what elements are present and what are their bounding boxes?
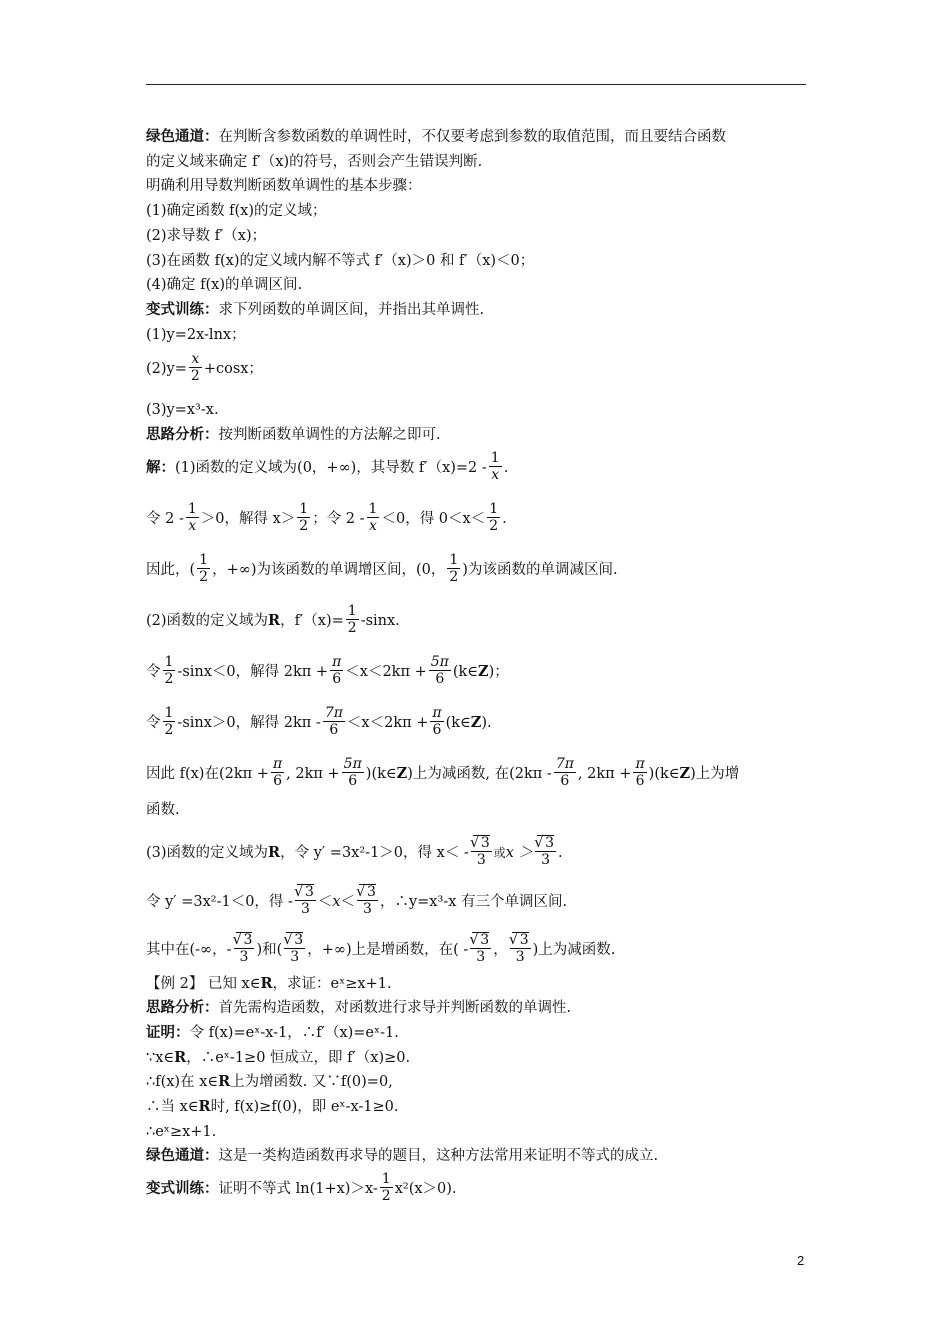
fraction: $\frac{7\pi}{6}$: [555, 756, 574, 790]
green-channel-2: 绿色通道：这是一类构造函数再求导的题目，这种方法常用来证明不等式的成立.: [146, 1147, 659, 1164]
fraction: $\frac{1}{2}$: [164, 654, 174, 688]
fraction: $\frac{\pi}{6}$: [332, 654, 342, 688]
solution-1-derivative: 解：(1)函数的定义域为(0，+∞)，其导数 f′（x)=2 - $\frac{1}{x}$ .: [146, 450, 509, 484]
fraction: $\frac{5\pi}{6}$: [343, 756, 362, 790]
question-2: (2)y= $\frac{x}{2}$ +cosx；: [146, 351, 263, 385]
fraction: √ $\frac{3}{3}$: [470, 932, 491, 966]
variant-training-2: 变式训练：证明不等式 ln(1+x)＞x- $\frac{1}{2}$ x²(x＞0).: [146, 1171, 457, 1205]
thinking-analysis-2: 思路分析：首先需构造函数，对函数进行求导并判断函数的单调性.: [146, 999, 572, 1016]
solution-1-inequalities: 令 2 - $\frac{1}{x}$ ＞0，解得 x＞ $\frac{1}{2}$ ；令 2 - $\frac{1}{x}$ ＜0，得 0＜x＜ $\frac{1}{2}$ .: [146, 501, 507, 535]
fraction: $\frac{\pi}{6}$: [635, 756, 645, 790]
proof-line-1: 证明：令 f(x)=eˣ-x-1，∴f′（x)=eˣ-1.: [146, 1024, 399, 1041]
solution-2-conclusion: 因此 f(x)在(2kπ + $\frac{\pi}{6}$ , 2kπ + $\frac{5\pi}{6}$ )(k∈Z)上为减函数, 在(2kπ - $\frac{7\pi}{6}$ , 2kπ + $\frac{\pi}{6}$ )(k∈Z)上为增: [146, 756, 740, 790]
solution-1-conclusion: 因此，( $\frac{1}{2}$ ，+∞)为该函数的单调增区间，(0， $\frac{1}{2}$ )为该函数的单调减区间.: [146, 552, 618, 586]
solution-2-decreasing: 令 $\frac{1}{2}$ -sinx＜0，解得 2kπ + $\frac{\pi}{6}$ ＜x＜2kπ + $\frac{5\pi}{6}$ (k∈Z)；: [146, 654, 509, 688]
question-1: (1)y=2x-lnx；: [146, 327, 246, 343]
fraction: $\frac{1}{x}$: [368, 501, 378, 535]
solution-2-derivative: (2)函数的定义域为R，f′（x)= $\frac{1}{2}$ -sinx.: [146, 603, 400, 637]
fraction: √ $\frac{3}{3}$: [284, 932, 305, 966]
steps-intro: 明确利用导数判断函数单调性的基本步骤：: [146, 178, 422, 194]
fraction: $\frac{x}{2}$: [190, 351, 200, 385]
fraction: $\frac{5\pi}{6}$: [430, 654, 449, 688]
fraction: $\frac{1}{2}$: [381, 1171, 391, 1205]
fraction: $\frac{1}{2}$: [449, 552, 459, 586]
header-rule: [146, 84, 806, 85]
fraction: $\frac{1}{2}$: [164, 705, 174, 739]
step-3: (3)在函数 f(x)的定义域内解不等式 f′（x)＞0 和 f′（x)＜0；: [146, 253, 535, 269]
fraction: √ $\frac{3}{3}$: [357, 884, 378, 918]
fraction: $\frac{1}{2}$: [299, 501, 309, 535]
fraction: $\frac{1}{x}$: [490, 450, 500, 484]
solution-3-decreasing: 令 y′ =3x²-1＜0，得 - √ $\frac{3}{3}$ ＜x＜ √ $\frac{3}{3}$ ，∴y=x³-x 有三个单调区间.: [146, 885, 567, 919]
step-4: (4)确定 f(x)的单调区间.: [146, 277, 303, 293]
variant-training-1: 变式训练：求下列函数的单调区间，并指出其单调性.: [146, 301, 485, 318]
fraction: √ $\frac{3}{3}$: [510, 932, 531, 966]
fraction: √ $\frac{3}{3}$: [295, 884, 316, 918]
proof-line-4: ∴当 x∈R时, f(x)≥f(0)，即 eˣ-x-1≥0.: [146, 1098, 399, 1115]
proof-line-3: ∴f(x)在 x∈R上为增函数. 又∵f(0)=0,: [146, 1073, 393, 1090]
proof-line-5: ∴eˣ≥x+1.: [146, 1124, 217, 1140]
green-channel-line-1: 绿色通道：在判断含参数函数的单调性时，不仅要考虑到参数的取值范围，而且要结合函数: [146, 128, 726, 145]
fraction: √ $\frac{3}{3}$: [234, 932, 255, 966]
green-channel-line-2: 的定义域来确定 f′（x)的符号，否则会产生错误判断.: [146, 154, 483, 170]
thinking-analysis-1: 思路分析：按判断函数单调性的方法解之即可.: [146, 426, 441, 443]
fraction: $\frac{\pi}{6}$: [272, 756, 283, 790]
step-1: (1)确定函数 f(x)的定义域；: [146, 203, 327, 219]
solution-3-increasing: (3)函数的定义域为R，令 y′ =3x²-1＞0，得 x＜ - √ $\frac{3}{3}$ 或x ＞ √ $\frac{3}{3}$ .: [146, 836, 563, 870]
solution-3-conclusion: 其中在(-∞，- √ $\frac{3}{3}$ )和( √ $\frac{3}{3}$ ，+∞)上是增函数，在( - √ $\frac{3}{3}$ ， √ $\frac{3}{3}$ )上为减函数.: [146, 933, 615, 967]
proof-line-2: ∵x∈R，∴eˣ-1≥0 恒成立，即 f′（x)≥0.: [146, 1049, 411, 1066]
fraction: $\frac{1}{x}$: [187, 501, 197, 535]
step-2: (2)求导数 f′（x)；: [146, 228, 267, 244]
example-2-heading: 【例 2】 已知 x∈R，求证：eˣ≥x+1.: [146, 975, 392, 992]
fraction: √ $\frac{3}{3}$: [471, 835, 492, 869]
fraction: √ $\frac{3}{3}$: [535, 835, 556, 869]
fraction: $\frac{1}{2}$: [489, 501, 499, 535]
fraction: $\frac{7\pi}{6}$: [324, 705, 343, 739]
fraction: $\frac{1}{2}$: [347, 603, 357, 637]
fraction: $\frac{1}{2}$: [199, 552, 209, 586]
solution-2-conclusion-cont: 函数.: [146, 802, 180, 818]
solution-2-increasing: 令 $\frac{1}{2}$ -sinx＞0，解得 2kπ - $\frac{7\pi}{6}$ ＜x＜2kπ + $\frac{\pi}{6}$ (k∈Z).: [146, 705, 492, 739]
question-3: (3)y=x³-x.: [146, 402, 219, 418]
page-number: 2: [797, 1253, 805, 1268]
fraction: $\frac{\pi}{6}$: [432, 705, 442, 739]
